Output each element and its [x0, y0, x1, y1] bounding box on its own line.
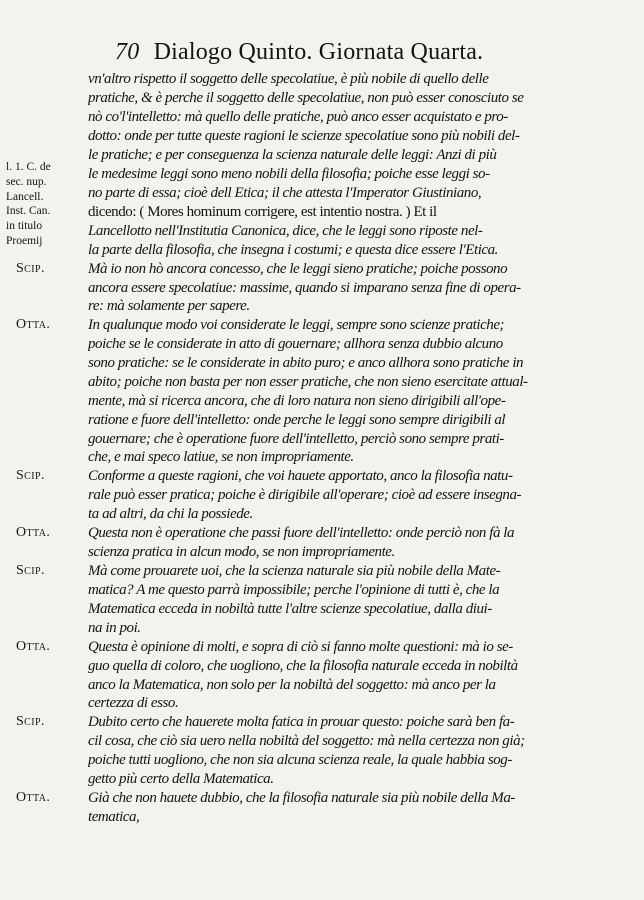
margin-citation-line: Lancell.	[6, 190, 44, 203]
text-line: cil cosa, che ciò sia uero nella nobiltà del soggetto: mà nella certezza non già;	[88, 733, 525, 749]
page-number: 70	[115, 39, 140, 65]
text-line: Lancellotto nell'Institutia Canonica, dice, che le leggi sono riposte nel-	[88, 223, 483, 239]
text-line: Matematica ecceda in nobiltà tutte l'altre scienze specolatiue, dalla diui-	[88, 601, 492, 617]
speaker-label: Scip.	[16, 563, 45, 578]
text-line: sono pratiche: se le considerate in abito puro; e anco allhora sono pratiche in	[88, 355, 524, 371]
text-line: poiche se le considerate in atto di gouernare; allhora senza dubbio alcuno	[88, 336, 503, 352]
text-line: gouernare; che è operatione fuore dell'intelletto, perciò sono sempre prati-	[88, 431, 504, 447]
text-line: Questa non è operatione che passi fuore dell'intelletto: onde perciò non fà la	[88, 525, 515, 541]
running-title: Dialogo Quinto. Giornata Quarta.	[153, 39, 484, 65]
speaker-label: Otta.	[16, 317, 51, 332]
text-line: pratiche, & è perche il soggetto delle specolatiue, non può esser conosciuto se	[88, 90, 524, 106]
margin-citation-line: in titulo	[6, 220, 43, 233]
text-line: In qualunque modo voi considerate le leggi, sempre sono scienze pratiche;	[88, 317, 505, 333]
text-line: matica? A me questo parrà impossibile; perche l'opinione di tutti è, che la	[88, 582, 500, 598]
text-line: le pratiche; e per conseguenza la scienza naturale delle leggi: Anzi di più	[88, 147, 497, 163]
text-line: dicendo: ( Mores hominum corrigere, est intentio nostra. ) Et il	[88, 204, 437, 220]
page-header	[115, 38, 535, 66]
text-line: no parte di essa; cioè dell Etica; il che attesta l'Imperator Giustiniano,	[88, 185, 482, 201]
text-line: re: mà solamente per sapere.	[88, 298, 250, 314]
text-line: ta ad altri, da chi la possiede.	[88, 506, 253, 522]
text-line: getto più certo della Matematica.	[88, 771, 274, 787]
text-line: la parte della filosofia, che insegna i costumi; e questa dice essere l'Etica.	[88, 242, 498, 258]
text-line: ancora essere specolatiue: massime, quando si imparano senza fine di opera-	[88, 280, 521, 296]
text-line: dotto: onde per tutte queste ragioni le scienze specolatiue sono più nobili del-	[88, 128, 520, 144]
text-line: na in poi.	[88, 620, 141, 636]
speaker-label: Scip.	[16, 261, 45, 276]
speaker-label: Scip.	[16, 714, 45, 729]
text-line: mente, mà si ricerca ancora, che di loro natura non sieno dirigibili all'ope-	[88, 393, 506, 409]
text-line: che, e mai speco latiue, se non impropriamente.	[88, 449, 354, 465]
text-line: rale può esser pratica; poiche è dirigibile all'operare; cioè ad essere insegna-	[88, 487, 522, 503]
text-line: nò co'l'intelletto: mà quello delle pratiche, può anco esser acquistato e pro-	[88, 109, 508, 125]
speaker-label: Otta.	[16, 790, 51, 805]
text-line: abito; poiche non basta per non esser pratiche, che non sieno esercitate attual-	[88, 374, 528, 390]
text-line: vn'altro rispetto il soggetto delle specolatiue, è più nobile di quello delle	[88, 71, 489, 87]
margin-citation	[6, 160, 86, 249]
text-line: tematica,	[88, 809, 140, 825]
text-line: guo quella di coloro, che uogliono, che la filosofia naturale ecceda in nobiltà	[88, 658, 518, 674]
speaker-label: Otta.	[16, 639, 51, 654]
text-line: poiche tutti uogliono, che non sia alcuna scienza reale, la quale habbia sog-	[88, 752, 512, 768]
text-line: Dubito certo che hauerete molta fatica in prouar questo: poiche sarà ben fa-	[88, 714, 515, 730]
text-line: Mà come prouarete uoi, che la scienza naturale sia più nobile della Mate-	[88, 563, 501, 579]
text-line: Conforme a queste ragioni, che voi hauete apportato, anco la filosofia natu-	[88, 468, 513, 484]
speaker-label: Scip.	[16, 468, 45, 483]
text-line: Questa è opinione di molti, e sopra di ciò si fanno molte questioni: mà io se-	[88, 639, 513, 655]
text-line: anco la Matematica, non solo per la nobiltà del soggetto: mà anco per la	[88, 677, 496, 693]
margin-citation-line: l. 1. C. de	[6, 161, 51, 173]
text-line: ratione e fuore dell'intelletto: onde perche le leggi sono sempre dirigibili al	[88, 412, 506, 428]
text-line: scienza pratica in alcun modo, se non impropriamente.	[88, 544, 395, 560]
margin-citation-line: Proemij	[6, 234, 43, 247]
speaker-label: Otta.	[16, 525, 51, 540]
margin-citation-line: Inst. Can.	[6, 205, 51, 218]
text-line: le medesime leggi sono meno nobili della filosofia; poiche esse leggi so-	[88, 166, 490, 182]
text-line: Mà io non hò ancora concesso, che le leggi sieno pratiche; poiche possono	[88, 261, 508, 277]
text-line: Già che non hauete dubbio, che la filosofia naturale sia più nobile della Ma-	[88, 790, 515, 806]
text-line: certezza di esso.	[88, 695, 179, 711]
margin-citation-line: sec. nup.	[6, 175, 47, 188]
